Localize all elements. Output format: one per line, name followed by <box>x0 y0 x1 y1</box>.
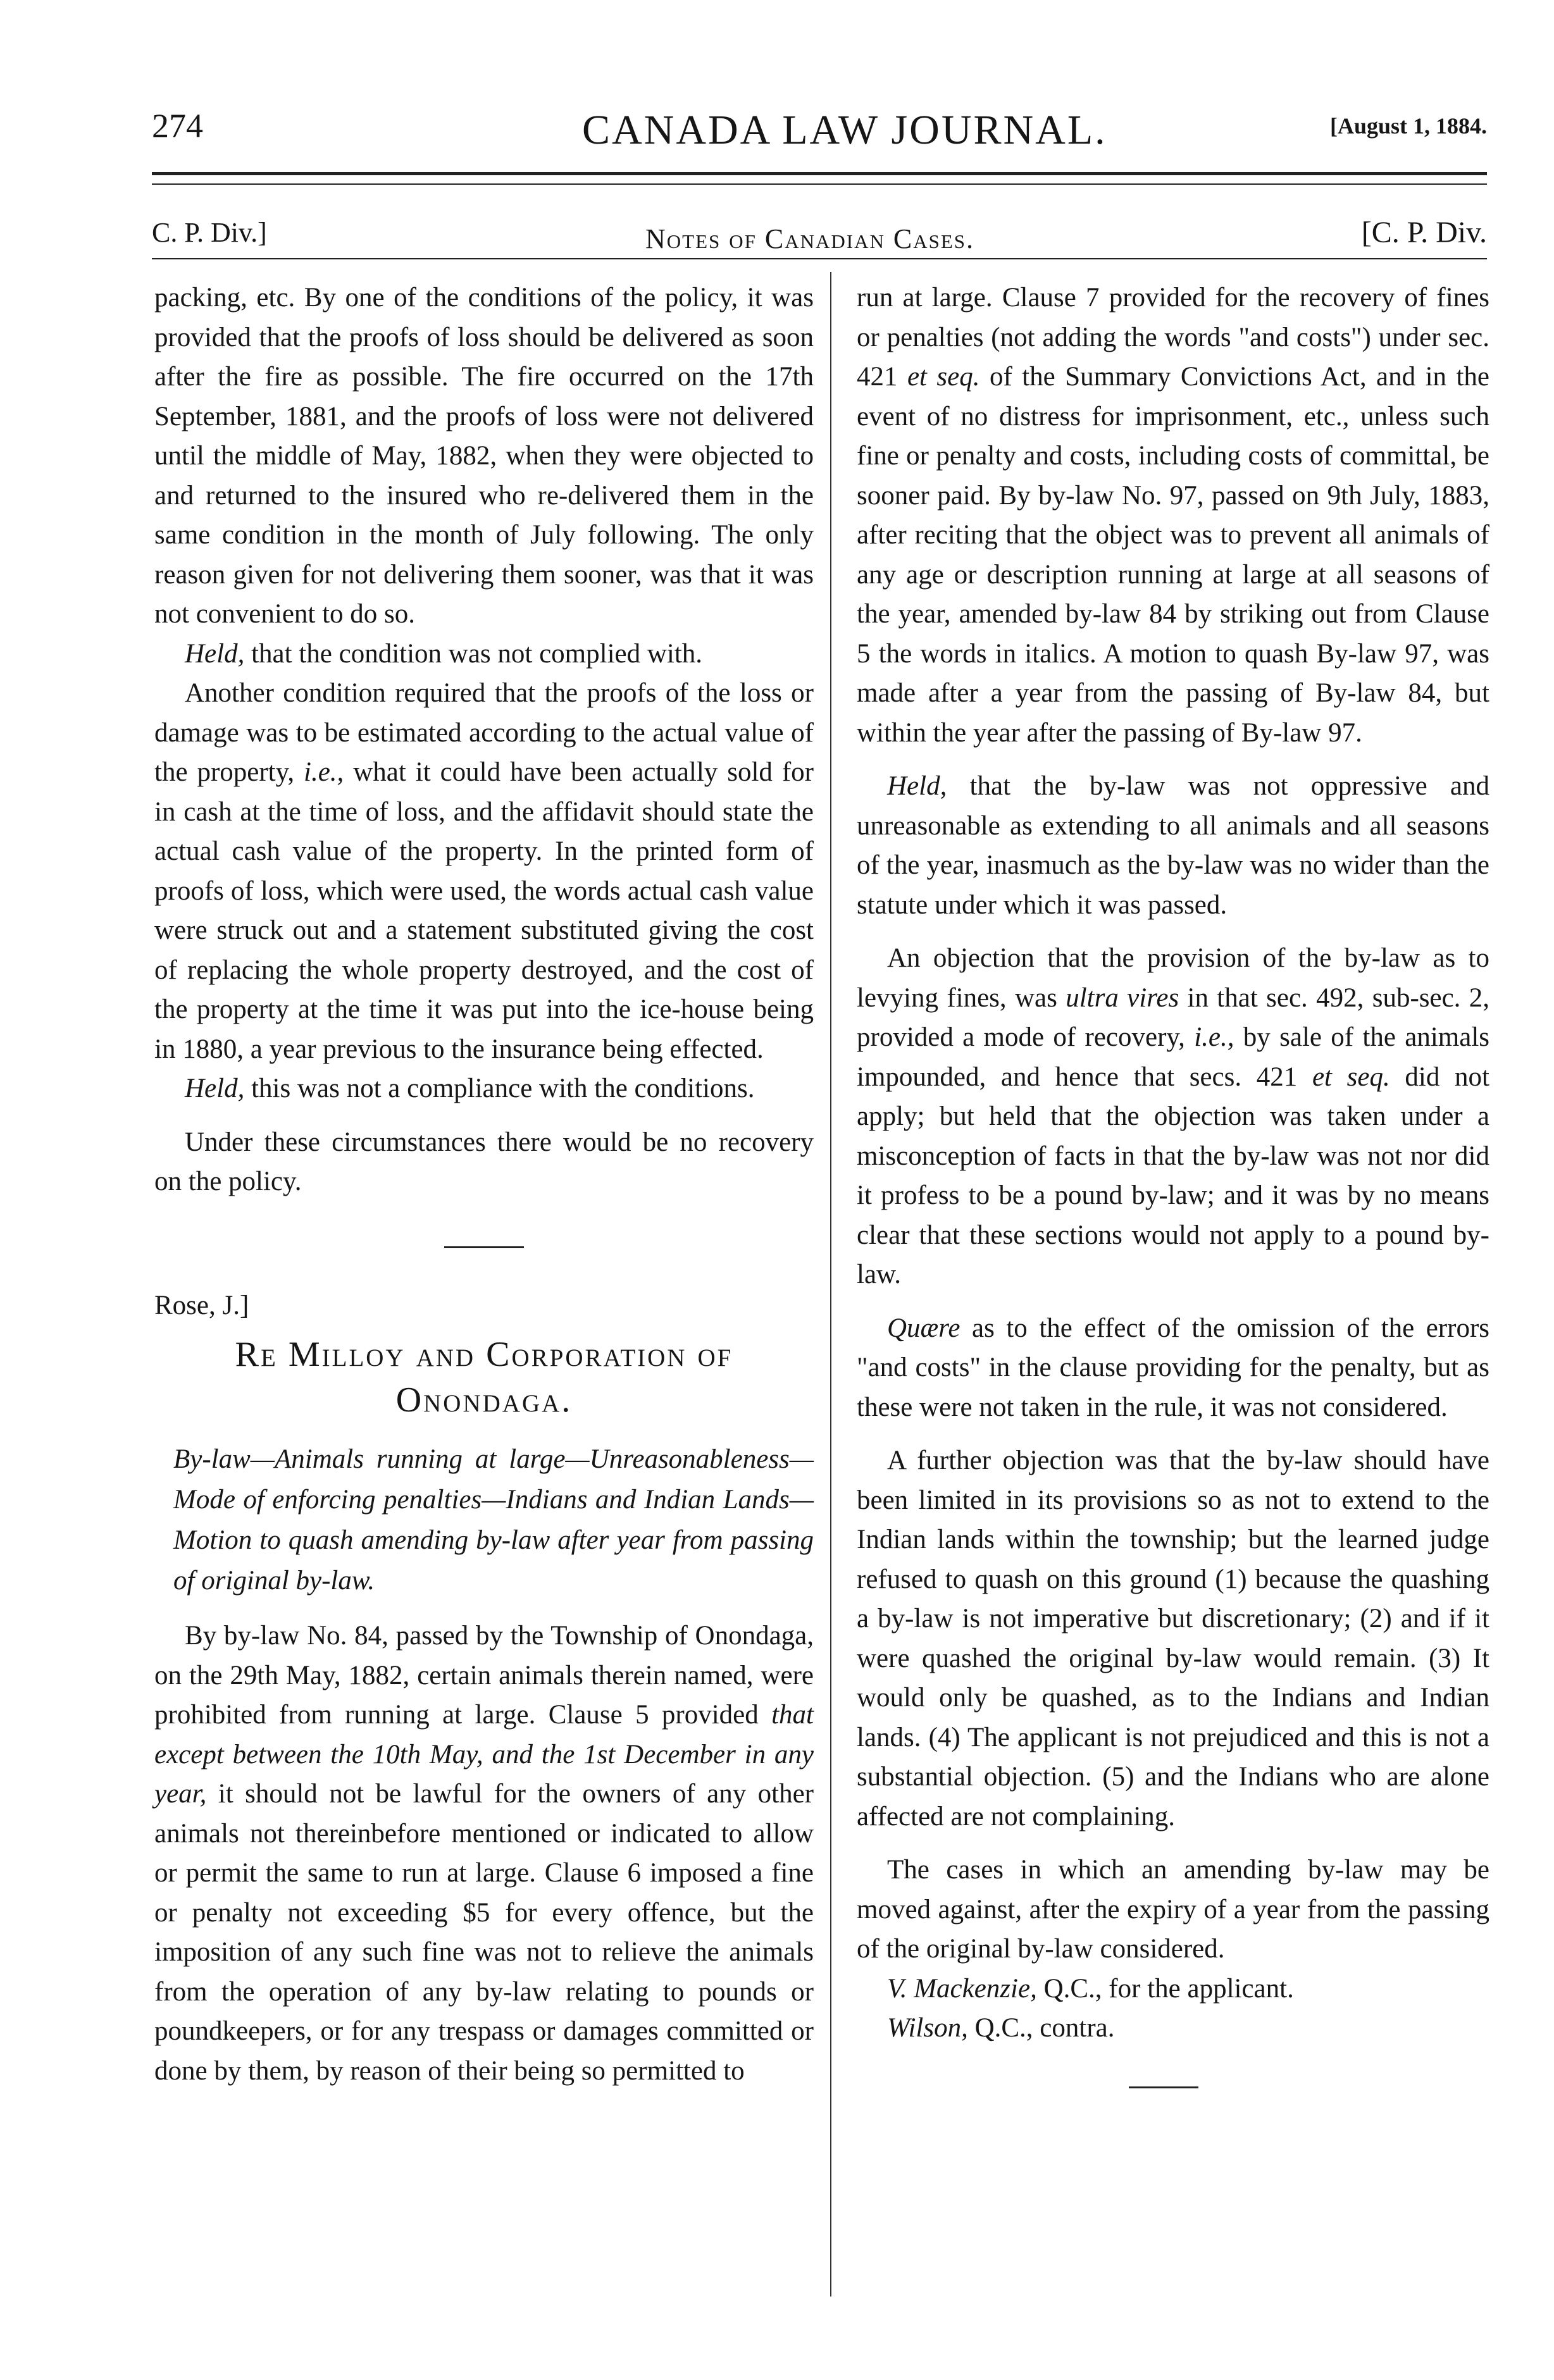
paragraph: A further objection was that the by-law should have been limited in its provisions so as not to extend to the Indian lands within the township; but the learned judge refused to quash on this ground (1) because the quashing a by-law is not imperative but discretionary; (2) and if it were quashed the original by-law would remain. (3) It would only be quashed, as to the Indians and Indian lands. (4) The applicant is not prejudiced and this is not a substantial objection. (5) and the Indians who are alone affected are not complaining. <box>857 1446 1489 1831</box>
case-title: Re Milloy and Corporation of Onondaga. <box>235 1335 733 1420</box>
paragraph <box>857 939 1489 1295</box>
counsel-line <box>857 2009 1489 2048</box>
section-right-label: [C. P. Div. <box>1361 216 1487 249</box>
counsel-name: V. Mackenzie, <box>887 1973 1037 2004</box>
italic-text: i.e., <box>1194 1022 1234 1052</box>
paragraph-text: An objection that the provision of the by-law as to levying fines, was <box>857 943 1489 1013</box>
paragraph-text: by sale of the animals impounded, and hence that secs. 421 <box>857 1022 1489 1092</box>
counsel-line <box>857 1969 1489 2009</box>
paragraph <box>154 674 814 1069</box>
paragraph-text: what it could have been actually sold for in cash at the time of loss, and the affidavit should state the actual cash value of the property. In the printed form of proofs of loss, which were used, the words actual cash value were struck out and a statement substituted giving the cost of replacing the whole property destroyed, and the cost of the property at the time it was put into the ice-house being in 1880, a year previous to the insurance being effected. <box>154 757 814 1064</box>
paragraph <box>857 767 1489 925</box>
headnote: By-law—Animals running at large—Unreasonableness—Mode of enforcing penalties—Indians and Indian Lands—Motion to quash amending by-law after year from passing of original by-law. <box>173 1444 814 1596</box>
paragraph-text: of the Summary Convictions Act, and in the event of no distress for imprisonment, etc., unless such fine or penalty and costs, including costs of committal, be sooner paid. By by-law No. 97, passed on 9th July, 1883, after reciting that the object was to prevent all animals of any age or description running at large at all seasons of the year, amended by-law 84 by striking out from Clause 5 the words in italics. A motion to quash By-law 97, was made after a year from the passing of By-law 84, but within the year after the passing of By-law 97. <box>857 362 1489 748</box>
section-rule <box>152 258 1487 259</box>
italic-text: et seq. <box>907 362 980 392</box>
left-column <box>154 278 814 2091</box>
issue-date: [August 1, 1884. <box>1329 113 1487 139</box>
paragraph-text: Another condition required that the proofs of the loss or damage was to be estimated according to the actual value of the property, <box>154 678 814 787</box>
journal-title: CANADA LAW JOURNAL. <box>582 107 1107 153</box>
paragraph-text: in that sec. 492, sub-sec. 2, provided a mode of recovery, <box>857 982 1490 1052</box>
italic-text: i.e., <box>304 757 344 787</box>
italic-text: that except between the 10th May, and the 1st December in any year, <box>154 1700 814 1809</box>
page-number: 274 <box>152 107 203 145</box>
running-header <box>152 106 1487 170</box>
header-rule-thick <box>152 172 1487 175</box>
paragraph <box>857 1309 1489 1428</box>
paragraph-text: that the by-law was not oppressive and unreasonable as extending to all animals and all seasons of the year, inasmuch as the by-law was no wider than the statute under which it was passed. <box>857 771 1489 920</box>
section-title: Notes of Canadian Cases. <box>645 223 975 254</box>
italic-text: et seq. <box>1312 1062 1390 1092</box>
paragraph-text: it should not be lawful for the owners of any other animals not thereinbefore mentioned or indicated to allow or permit the same to run at large. Clause 6 imposed a fine or penalty not exceeding $5 for every offence, but the imposition of any such fine was not to relieve the animals from the operation of any by-law relating to pounds or poundkeepers, or for any trespass or damages committed or done by them, by reason of their being so permitted to <box>154 1779 814 2086</box>
paragraph: packing, etc. By one of the conditions of the policy, it was provided that the proofs of loss should be delivered as soon after the fire as possible. The fire occurred on the 17th September, 1881, and the proofs of loss were not delivered until the middle of May, 1882, when they were objected to and returned to the insured who re-delivered them in the same condition in the month of July following. The only reason given for not delivering them sooner, was that it was not convenient to do so. <box>154 283 814 629</box>
paragraph-text: as to the effect of the omission of the errors "and costs" in the clause providing for the penalty, but as these were not taken in the rule, it was not considered. <box>857 1313 1489 1422</box>
paragraph <box>857 278 1489 753</box>
counsel-name: Wilson, <box>887 2013 968 2043</box>
counsel-role: Q.C., for the applicant. <box>1036 1973 1294 2004</box>
paragraph-text: did not apply; but held that the objection was taken under a misconception of facts in that the by-law was not nor did it profess to be a pound by-law; and it was by no means clear that these sections would not apply to a pound by-law. <box>857 1062 1489 1289</box>
paragraph <box>154 1069 814 1109</box>
held-label: Held, <box>185 1074 245 1103</box>
paragraph <box>154 635 814 674</box>
quaere-label: Quære <box>887 1313 960 1343</box>
paragraph-text: this was not a compliance with the conditions. <box>244 1074 755 1103</box>
held-label: Held, <box>185 638 245 669</box>
paragraph: Under these circumstances there would be no recovery on the policy. <box>154 1127 814 1196</box>
column-divider <box>830 272 831 2296</box>
italic-text: ultra vires <box>1066 982 1179 1013</box>
header-rule-thin <box>152 183 1487 185</box>
held-label: Held, <box>887 771 947 801</box>
paragraph-text: that the condition was not complied with. <box>244 638 703 669</box>
paragraph: The cases in which an amending by-law may be moved against, after the expiry of a year from the passing of the original by-law considered. <box>857 1855 1489 1964</box>
paragraph-text: By by-law No. 84, passed by the Township of Onondaga, on the 29th May, 1882, certain animals therein named, were prohibited from running at large. Clause 5 provided <box>154 1621 814 1730</box>
section-left-label: C. P. Div.] <box>152 217 267 248</box>
separator-rule <box>444 1246 524 1248</box>
right-column <box>857 278 1489 2088</box>
section-header <box>152 209 1487 253</box>
judge-label: Rose, J.] <box>154 1290 249 1320</box>
counsel-role: Q.C., contra. <box>967 2013 1115 2043</box>
end-rule <box>1129 2086 1198 2088</box>
paragraph-text: run at large. Clause 7 provided for the recovery of fines or penalties (not adding the words "and costs") under sec. 421 <box>857 283 1489 392</box>
paragraph <box>154 1616 814 2091</box>
